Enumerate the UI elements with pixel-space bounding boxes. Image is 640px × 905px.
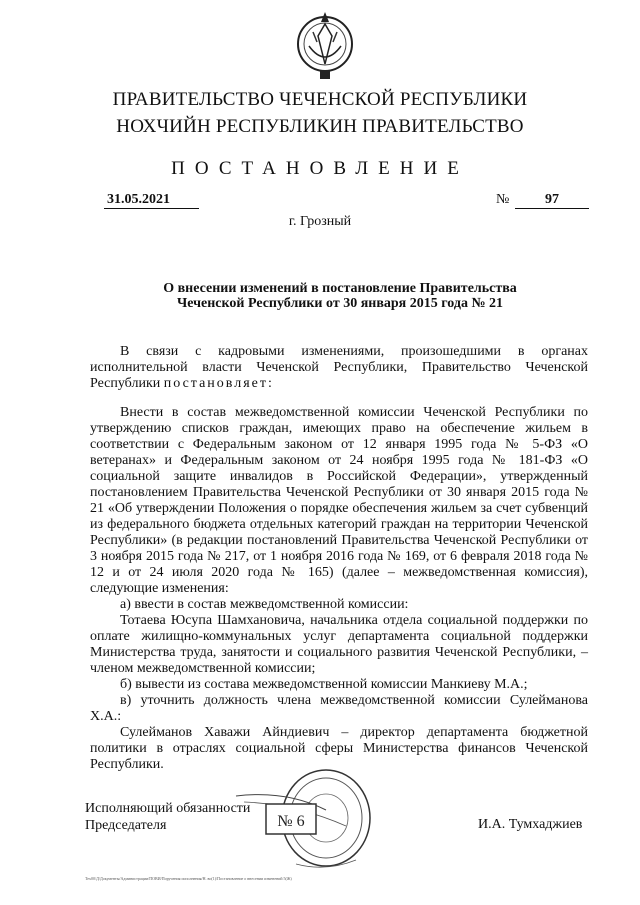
government-name-russian: ПРАВИТЕЛЬСТВО ЧЕЧЕНСКОЙ РЕСПУБЛИКИ bbox=[112, 89, 528, 110]
subject-line-1: О внесении изменений в постановление Правительства bbox=[163, 281, 517, 296]
intro-text: В связи с кадровыми изменениями, произошедшими в органах исполнительной власти Чеченской Республики, Правительство Чеченской Республики bbox=[90, 344, 588, 391]
official-seal-stamp bbox=[226, 760, 372, 890]
signatory-name: И.А. Тумхаджиев bbox=[478, 817, 583, 832]
body-paragraph-1: Внести в состав межведомственной комиссии Чеченской Республики по утверждению списков граждан, имеющих право на обеспечение жильем в соответствии с Федеральным законом от 12 января 1995 года № 5-ФЗ «О ветеранах» и Федеральным законом от 24 ноября 1995 года № 181-ФЗ «О социальной защите инвалидов в Российской Федерации», утвержденный постановлением Правительства Чеченской Республики от 30 января 2015 года № 21 «Об утверждении Положения о порядке обеспечения жильем за счет субвенций из федерального бюджета отдельных категорий граждан на территории Чеченской Республики» (в редакции постановлений Правительства Чеченской Республики от 3 ноября 2015 года № 217, от 1 ноября 2016 года № 169, от 6 февраля 2018 года № 12 и от 24 июля 2020 года № 165) (далее – межведомственная комиссия), следующие изменения: bbox=[90, 405, 588, 596]
intro-paragraph bbox=[90, 344, 588, 392]
subject-line-2: Чеченской Республики от 30 января 2015 года № 21 bbox=[176, 296, 504, 311]
stamp-label: № 6 bbox=[277, 813, 305, 830]
document-type-title: ПОСТАНОВЛЕНИЕ bbox=[171, 158, 469, 179]
body-paragraph-6: Сулейманов Хаважи Айндиевич – директор департамента бюджетной политики в отраслях социальной сферы Министерства финансов Чеченской Республики. bbox=[90, 725, 588, 772]
document-number: 97 bbox=[515, 192, 589, 209]
coat-of-arms-icon bbox=[296, 6, 354, 84]
body-text bbox=[90, 405, 588, 773]
document-subject bbox=[90, 281, 590, 311]
intro-resolve: постановляет: bbox=[163, 376, 274, 391]
document-date: 31.05.2021 bbox=[104, 192, 199, 209]
signatory-title-line-2: Председателя bbox=[85, 818, 167, 833]
signatory-title-line-1: Исполняющий обязанности bbox=[85, 801, 251, 816]
body-paragraph-5: в) уточнить должность члена межведомственной комиссии Сулейманова Х.А.: bbox=[90, 693, 588, 724]
body-paragraph-4: б) вывести из состава межведомственной комиссии Манкиеву М.А.; bbox=[120, 677, 528, 692]
body-paragraph-3: Тотаева Юсупа Шамхановича, начальника отдела социальной поддержки по оплате жилищно-коммунальных услуг департамента социальной поддержки Министерства труда, занятости и социального развития Чеченской Республики, – членом межведомственной комиссии; bbox=[90, 613, 588, 676]
footer-file-path: Тех00/Д/Документы/Администрации/ПОВИ/Поручения исполнения/Н. во(1)/Постановление о внесении изменений 5(Ж) bbox=[85, 876, 292, 881]
city-name: г. Грозный bbox=[288, 214, 352, 229]
document-number-label: № bbox=[496, 192, 510, 207]
body-paragraph-2: а) ввести в состав межведомственной комиссии: bbox=[120, 597, 409, 612]
government-name-chechen: НОХЧИЙН РЕСПУБЛИКИН ПРАВИТЕЛЬСТВО bbox=[116, 116, 524, 137]
